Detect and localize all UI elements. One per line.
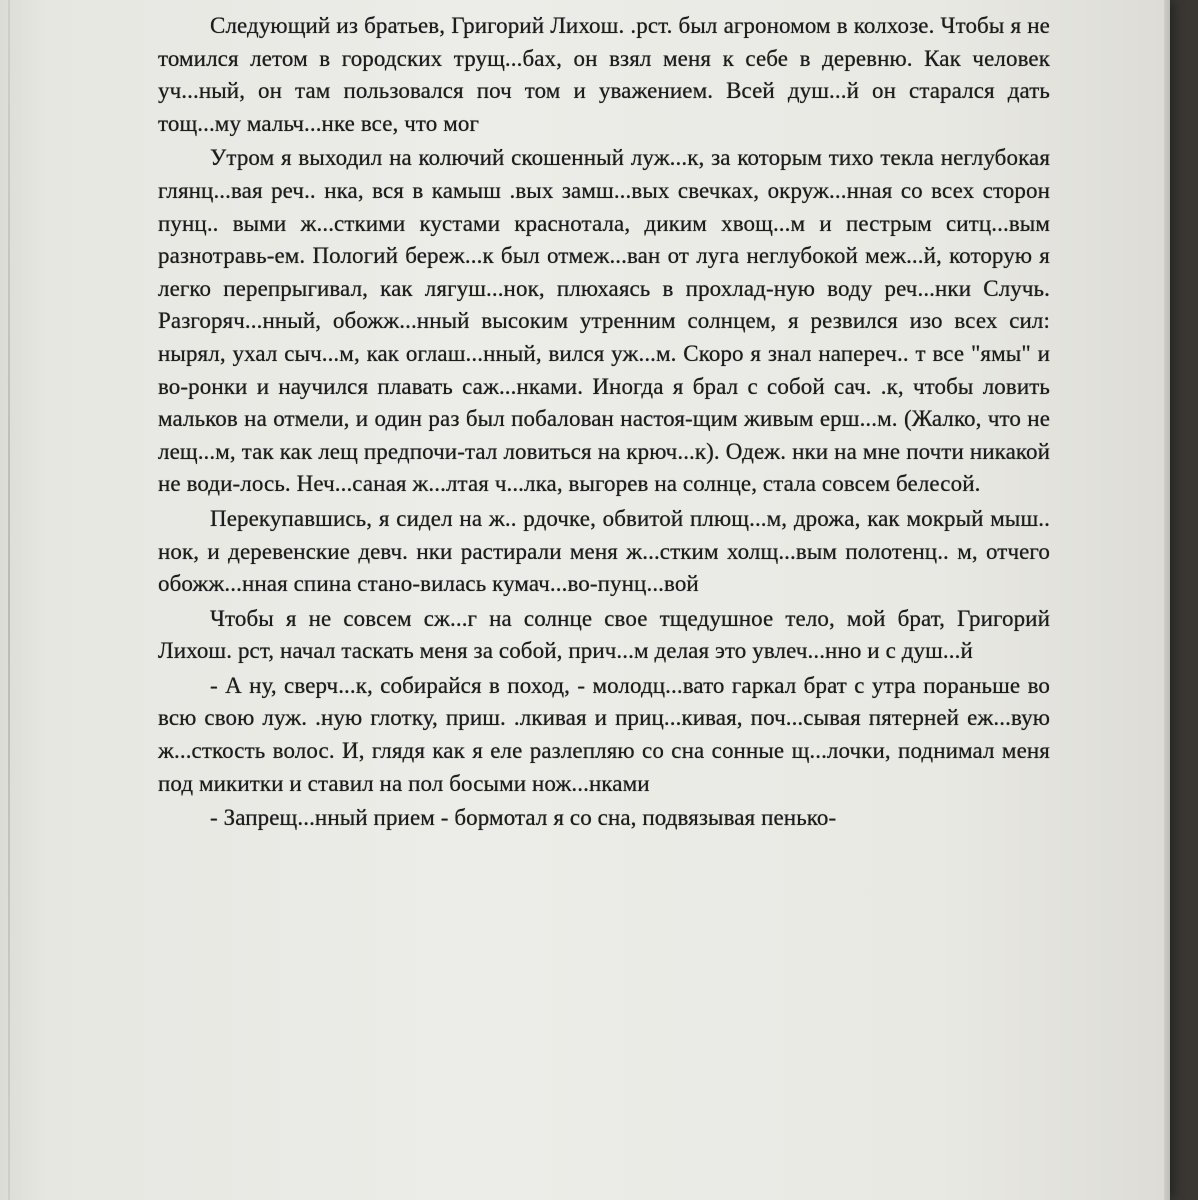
- page-fold-line: [8, 0, 10, 1200]
- paragraph-2: Утром я выходил на колючий скошенный луж...к, за которым тихо текла неглубокая глянц...вая реч.. нка, вся в камыш .вых замш...вых свечках, окруж...нная со всех сторон пунц.. выми ж...сткими кустами краснотала, диким хвощ...м и пестрым ситц...вым разнотравь-ем. Пологий береж...к был отмеж...ван от луга неглубокой меж...й, которую я легко перепрыгивал, как лягуш...нок, плюхаясь в прохлад-ную воду реч...нки Случь. Разгоряч...нный, обожж...нный высоким утренним солнцем, я резвился изо всех сил: нырял, ухал сыч...м, как оглаш...нный, вился уж...м. Скоро я знал наперeч.. т все "ямы" и во-ронки и научился плавать саж...нками. Иногда я брал с собой сач. .к, чтобы ловить мальков на отмели, и один раз был побалован настоя-щим живым ерш...м. (Жалко, что не лещ...м, так как лещ предпочи-тал ловиться на крюч...к). Одеж. нки на мне почти никакой не води-лось. Неч...саная ж...лтая ч...лка, выгорев на солнце, стала совсем белесой.: [158, 145, 1050, 497]
- page-text: [158, 10, 1050, 835]
- paragraph-3: Перекупавшись, я сидел на ж.. рдочке, обвитой плющ...м, дрожа, как мокрый мыш.. нок, и деревенские девч. нки растирали меня ж...стким холщ...вым полотенц.. м, отчего обожж...нная спина стано-вилась кумач...во-пунц...вой: [158, 505, 1050, 597]
- paragraph-5: - А ну, сверч...к, собирайся в поход, - молодц...вато гаркал брат с утра пораньше во всю свою луж. .ную глотку, приш. .лкивая и приц...кивая, поч...сывая пятерней еж...вую ж...сткость волос. И, глядя как я еле разлепляю со сна сонные щ...лочки, поднимал меня под микитки и ставил на пол босыми нож...нками: [158, 672, 1050, 796]
- paragraph-4: Чтобы я не совсем сж...г на солнце свое тщедушное тело, мой брат, Григорий Лихош. рст, начал таскать меня за собой, прич...м делая это увлеч...нно и с душ...й: [158, 605, 1050, 664]
- page-edge: [1164, 0, 1170, 1200]
- paragraph-1: Следующий из братьев, Григорий Лихош. .рст. был агрономом в колхозе. Чтобы я не томился летом в городских трущ...бах, он взял меня к себе в деревню. Как человек уч...ный, он там пользовался поч том и уважением. Всей душ...й он старался дать тощ...му мальч...нке все, что мог: [158, 13, 1050, 136]
- paragraph-6: - Запрещ...нный прием - бормотал я со сна, подвязывая пенько-: [210, 805, 837, 831]
